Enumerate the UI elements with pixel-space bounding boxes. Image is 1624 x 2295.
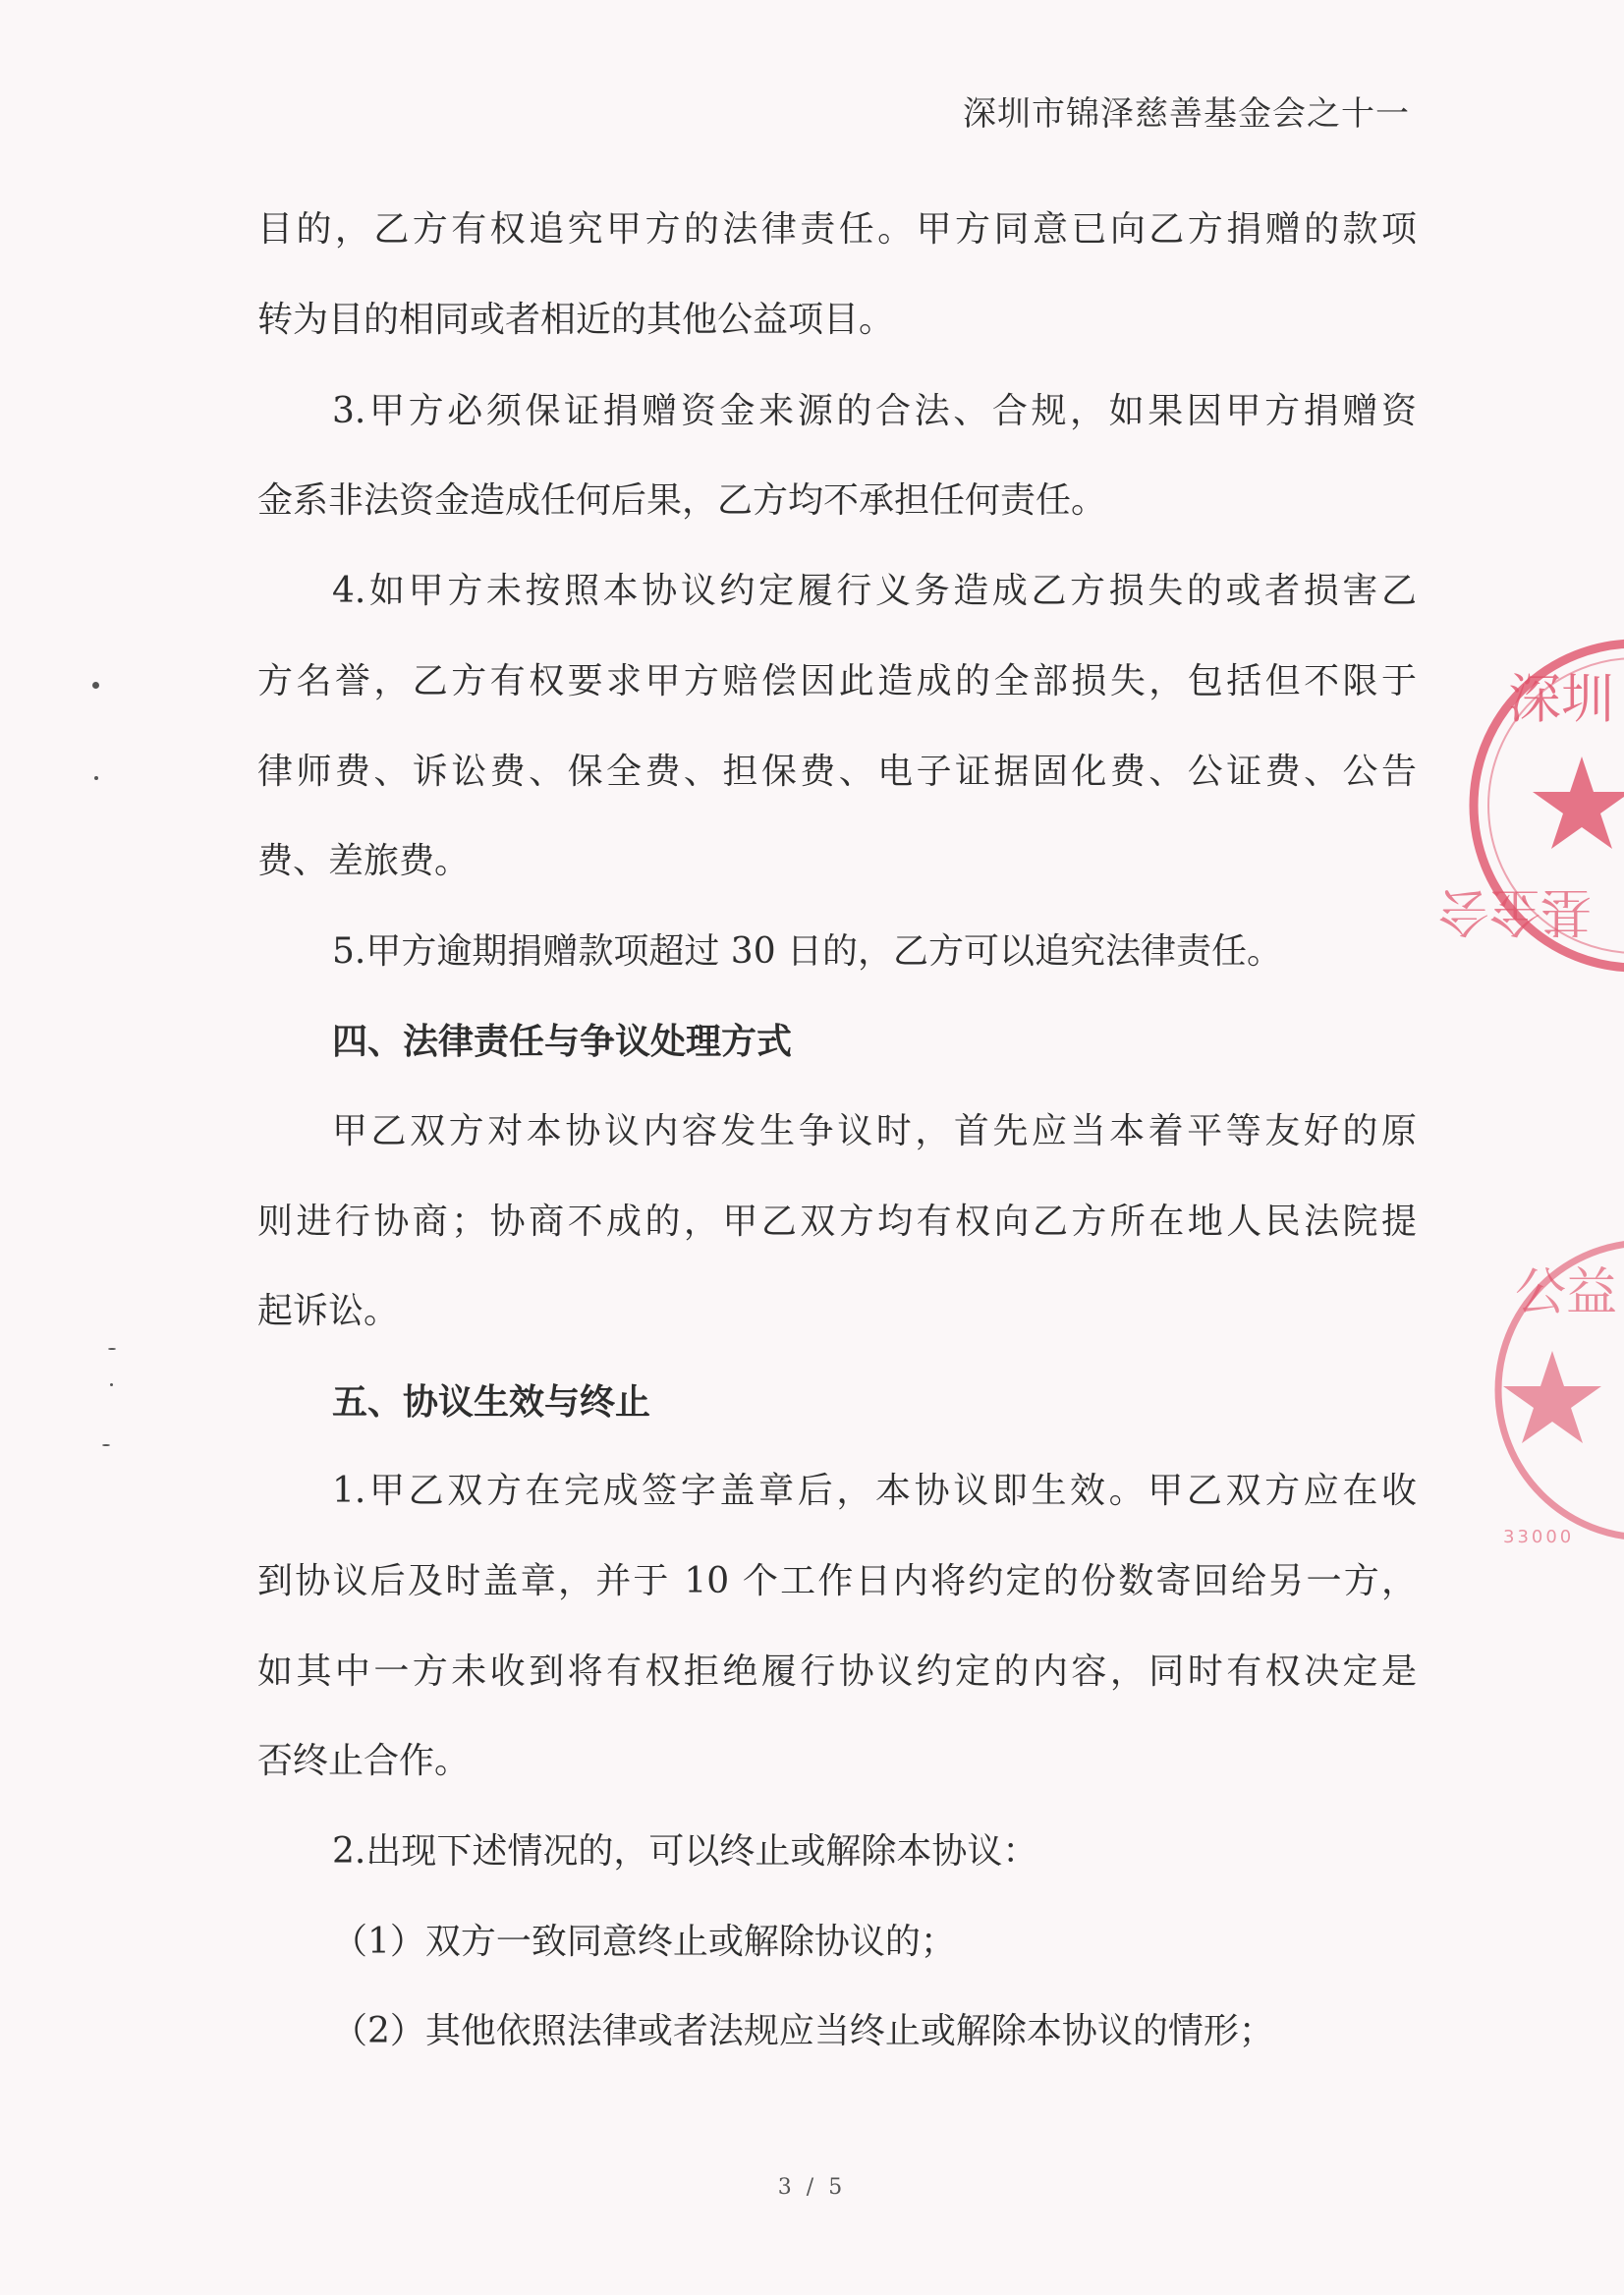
seal-text-top: 深圳 xyxy=(1508,668,1614,730)
text-line: （1）双方一致同意终止或解除协议的； xyxy=(332,1922,956,1962)
text-line: 5.甲方逾期捐赠款项超过 30 日的，乙方可以追究法律责任。 xyxy=(332,931,1283,972)
text-line: 1.甲乙双方在完成签字盖章后，本协议即生效。甲乙双方应在收 xyxy=(332,1471,1417,1511)
seal-text: 公益 xyxy=(1515,1263,1618,1322)
seal-serial: 33000 xyxy=(1503,1527,1575,1547)
text-line: 否终止合作。 xyxy=(257,1741,471,1781)
text-line: 4.如甲方未按照本协议约定履行义务造成乙方损失的或者损害乙 xyxy=(332,571,1417,611)
section-heading: 四、法律责任与争议处理方式 xyxy=(332,1021,793,1062)
page-number: 3 / 5 xyxy=(777,2175,847,2200)
official-seal-upper xyxy=(1434,629,1624,982)
text-line: 则进行协商；协商不成的，甲乙双方均有权向乙方所在地人民法院提 xyxy=(257,1202,1417,1242)
text-line: （2）其他依照法律或者法规应当终止或解除本协议的情形； xyxy=(332,2011,1274,2051)
text-line: 转为目的相同或者相近的其他公益项目。 xyxy=(257,300,895,340)
text-line: 3.甲方必须保证捐赠资金来源的合法、合规，如果因甲方捐赠资 xyxy=(332,391,1417,431)
text-line: 如其中一方未收到将有权拒绝履行协议约定的内容，同时有权决定是 xyxy=(257,1651,1417,1692)
text-line: 方名誉，乙方有权要求甲方赔偿因此造成的全部损失，包括但不限于 xyxy=(257,661,1417,701)
star-icon xyxy=(1503,1351,1601,1443)
scan-speck xyxy=(108,1348,116,1350)
text-line: 目的，乙方有权追究甲方的法律责任。甲方同意已向乙方捐赠的款项 xyxy=(257,209,1417,250)
scan-speck xyxy=(94,776,98,780)
seal-text-bottom: 基金会 xyxy=(1437,881,1592,940)
document-header: 深圳市锦泽慈善基金会之十一 xyxy=(963,94,1410,134)
text-line: 2.出现下述情况的，可以终止或解除本协议： xyxy=(332,1831,1038,1872)
star-icon xyxy=(1533,756,1624,849)
text-line: 到协议后及时盖章，并于 10 个工作日内将约定的份数寄回给另一方， xyxy=(257,1561,1417,1601)
scan-speck xyxy=(102,1444,110,1446)
scan-speck xyxy=(92,682,99,689)
scan-speck xyxy=(110,1383,113,1386)
official-seal-lower xyxy=(1474,1223,1624,1577)
text-line: 费、差旅费。 xyxy=(257,841,471,881)
text-line: 金系非法资金造成任何后果，乙方均不承担任何责任。 xyxy=(257,480,1107,521)
text-line: 起诉讼。 xyxy=(257,1291,400,1331)
text-line: 甲乙双方对本协议内容发生争议时，首先应当本着平等友好的原 xyxy=(332,1111,1417,1151)
text-line: 律师费、诉讼费、保全费、担保费、电子证据固化费、公证费、公告 xyxy=(257,752,1417,792)
section-heading: 五、协议生效与终止 xyxy=(332,1381,651,1423)
